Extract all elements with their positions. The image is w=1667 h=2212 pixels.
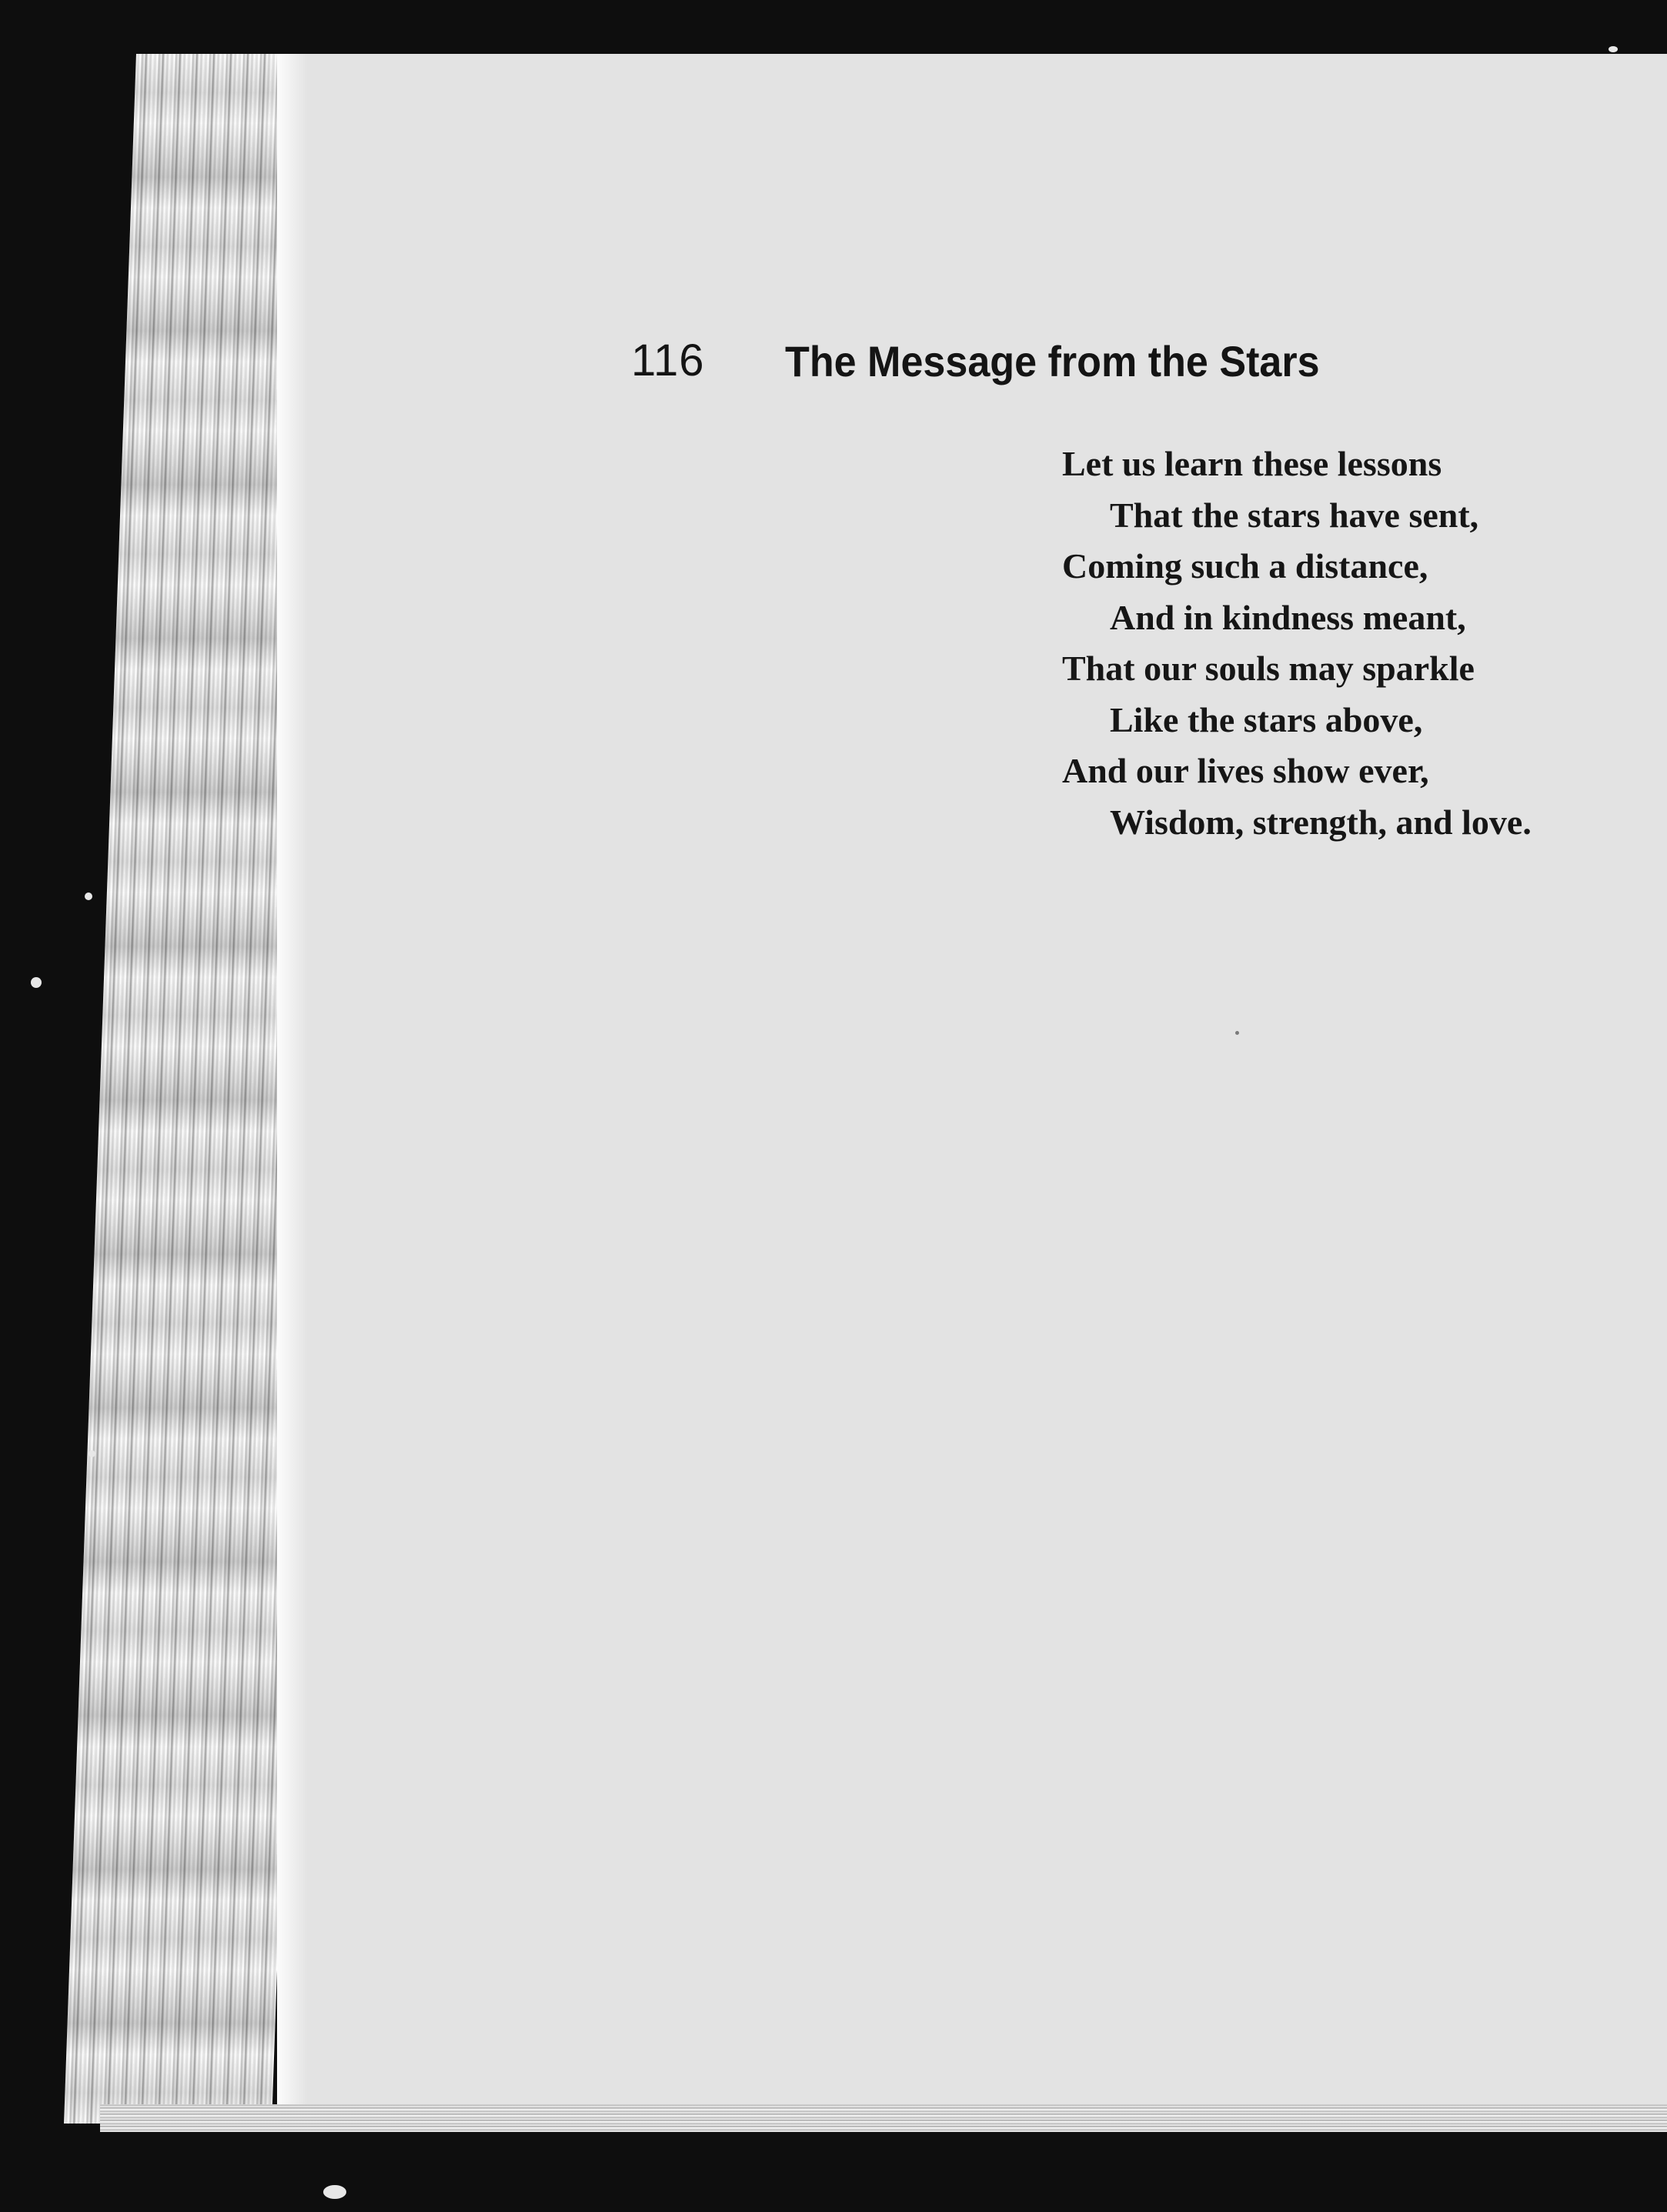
page-header xyxy=(631,335,1667,404)
dust-speck xyxy=(1235,1031,1239,1035)
poem-line: Coming such a distance, xyxy=(1062,546,1428,586)
poem-line: That the stars have sent, xyxy=(1110,495,1479,535)
poem-line: And our lives show ever, xyxy=(1062,751,1429,790)
running-title: The Message from the Stars xyxy=(785,337,1320,385)
poem-line: Wisdom, strength, and love. xyxy=(1110,802,1532,842)
page-sheet xyxy=(277,54,1667,2124)
page-bottom-edge xyxy=(100,2104,1667,2132)
poem-line: Like the stars above, xyxy=(1110,699,1423,739)
page-number: 116 xyxy=(631,335,705,385)
poem-line: That our souls may sparkle xyxy=(1062,649,1475,688)
dust-speck xyxy=(323,2185,346,2199)
dust-speck xyxy=(89,1450,95,1457)
poem-line: And in kindness meant, xyxy=(1110,597,1466,637)
dust-speck xyxy=(1609,46,1618,52)
dust-speck xyxy=(85,892,92,900)
poem-stanza xyxy=(1062,439,1667,848)
poem-line: Let us learn these lessons xyxy=(1062,444,1442,483)
dust-speck xyxy=(31,977,42,988)
